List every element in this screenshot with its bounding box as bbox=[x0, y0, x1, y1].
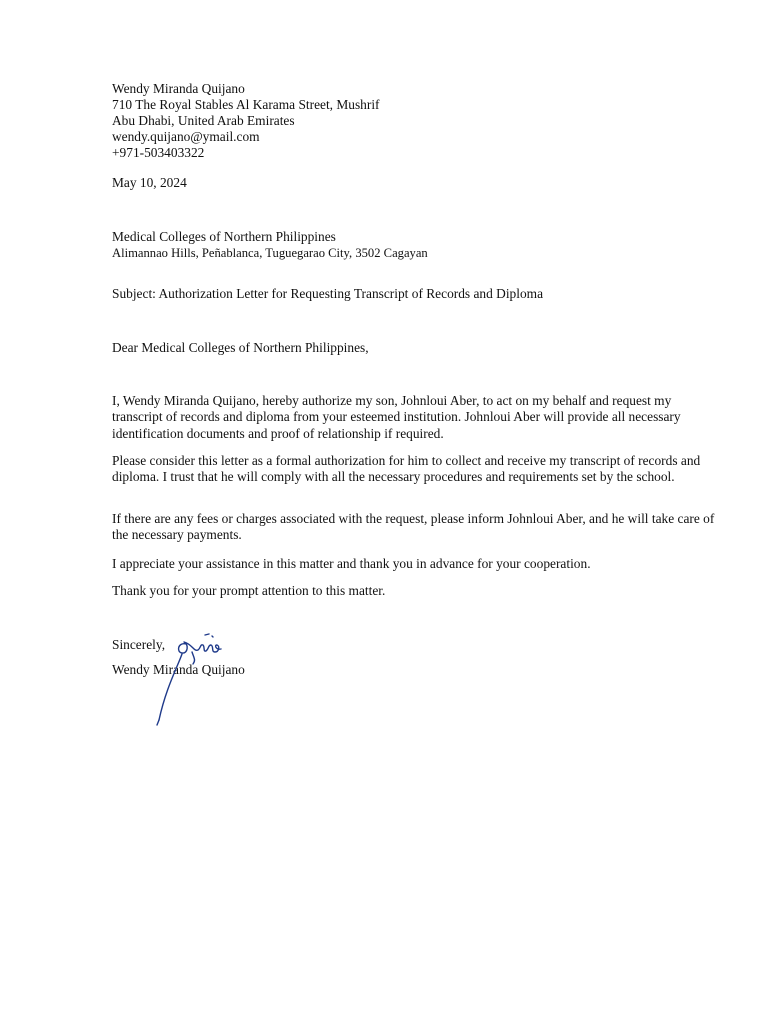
subject-text: Subject: Authorization Letter for Requesting Transcript of Records and Diploma bbox=[112, 286, 544, 301]
handwritten-signature bbox=[148, 630, 238, 730]
letter-date bbox=[112, 175, 187, 191]
signatory-text: Wendy Miranda Quijano bbox=[112, 662, 245, 677]
sender-address-line2: Abu Dhabi, United Arab Emirates bbox=[112, 113, 295, 128]
body-paragraph-3: If there are any fees or charges associated with the request, please inform Johnloui Aber, and he will take care of the necessary payments. bbox=[112, 511, 715, 543]
recipient-address: Alimannao Hills, Peñablanca, Tuguegarao City, 3502 Cagayan bbox=[112, 246, 428, 260]
sender-name: Wendy Miranda Quijano bbox=[112, 81, 245, 96]
body-paragraph-4: I appreciate your assistance in this matter and thank you in advance for your cooperation. bbox=[112, 556, 591, 571]
subject-line bbox=[112, 286, 543, 302]
recipient-name: Medical Colleges of Northern Philippines bbox=[112, 229, 336, 244]
sender-address-line1: 710 The Royal Stables Al Karama Street, Mushrif bbox=[112, 97, 380, 112]
recipient-block bbox=[112, 229, 428, 261]
date-text: May 10, 2024 bbox=[112, 175, 187, 190]
salutation bbox=[112, 340, 369, 356]
salutation-text: Dear Medical Colleges of Northern Philippines, bbox=[112, 340, 369, 355]
sender-block bbox=[112, 81, 380, 161]
closing-text: Sincerely, bbox=[112, 637, 166, 652]
body-paragraph-1: I, Wendy Miranda Quijano, hereby authorize my son, Johnloui Aber, to act on my behalf and request my transcript of records and diploma from your esteemed institution. Johnloui Aber will provide all necessary identification documents and proof of relationship if required. bbox=[112, 393, 681, 441]
sender-email: wendy.quijano@ymail.com bbox=[112, 129, 260, 144]
body-paragraph-2: Please consider this letter as a formal authorization for him to collect and receive my transcript of records and diploma. I trust that he will comply with all the necessary procedures and requirements set by the school. bbox=[112, 453, 701, 485]
body-paragraph-5: Thank you for your prompt attention to this matter. bbox=[112, 583, 386, 598]
sender-phone: +971-503403322 bbox=[112, 145, 205, 160]
